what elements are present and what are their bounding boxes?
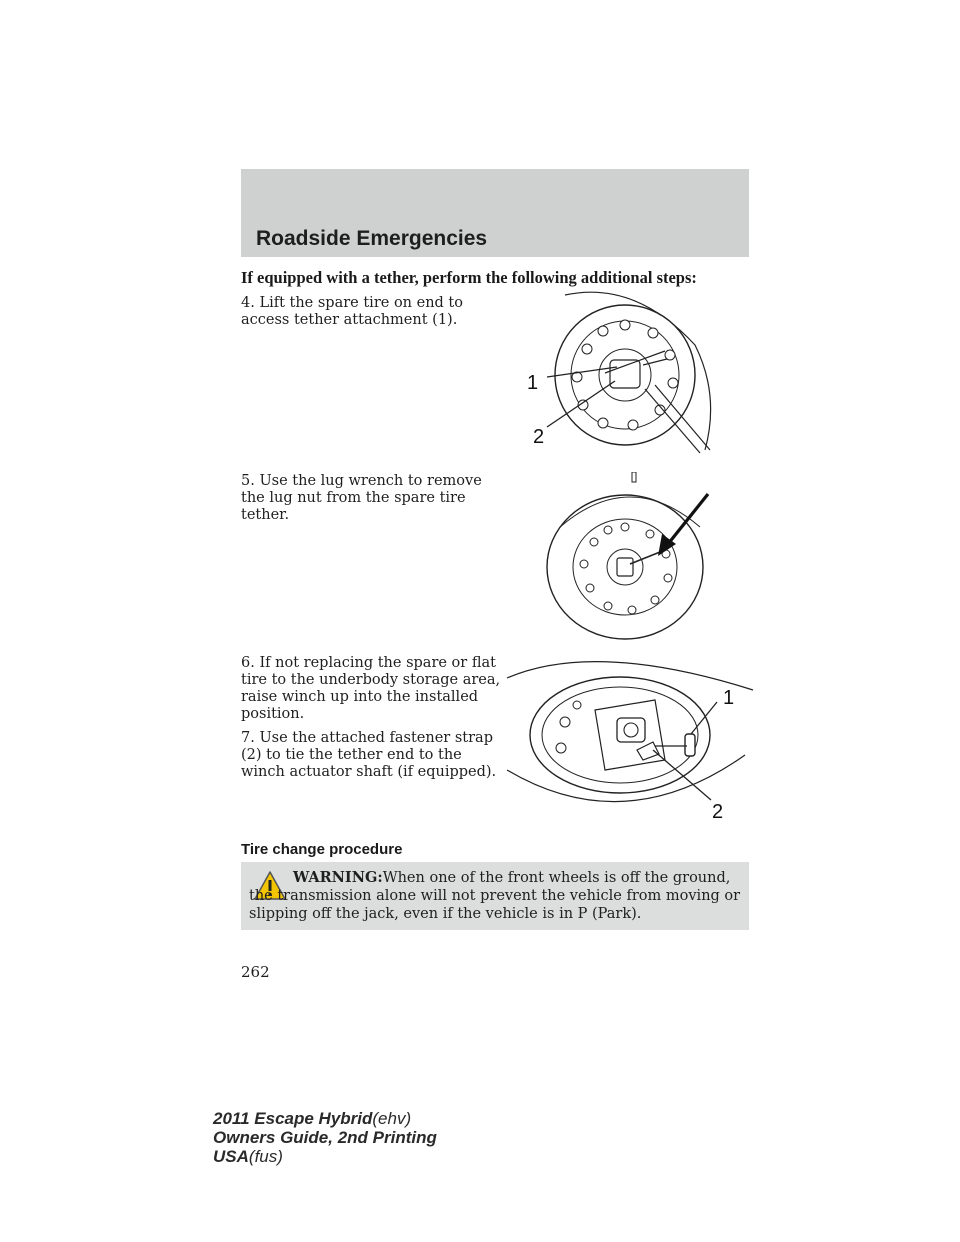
warning-label: WARNING:: [293, 869, 383, 886]
tire-change-procedure-heading: Tire change procedure: [241, 841, 403, 858]
warning-body: When one of the front wheels is off the ground, the transmission alone will not prevent the vehicle from moving or slipping off the jack, even if the vehicle is in P (Park).: [249, 870, 741, 922]
fig1-callout-1: 1: [527, 372, 539, 394]
section-header-bar: [241, 169, 749, 257]
page-number: 262: [241, 963, 270, 981]
fig1-callout-2: 2: [533, 426, 545, 448]
footer-model-code: (ehv): [372, 1109, 412, 1128]
footer-guide: Owners Guide, 2nd Printing: [213, 1128, 437, 1147]
footer-market: USA: [213, 1147, 249, 1166]
warning-text: [249, 869, 743, 923]
tether-attachment-illustration: [505, 285, 725, 455]
step-5-text: 5. Use the lug wrench to remove the lug nut from the spare tire tether.: [241, 473, 482, 523]
footer-model: 2011 Escape Hybrid: [213, 1109, 373, 1128]
step-4-text: 4. Lift the spare tire on end to access tether attachment (1).: [241, 295, 463, 328]
intro-text: If equipped with a tether, perform the following additional steps:: [241, 268, 697, 287]
footer-market-code: (fus): [248, 1147, 283, 1166]
lug-nut-removal-illustration: [540, 472, 720, 642]
step-7-text: 7. Use the attached fastener strap (2) to tie the tether end to the winch actuator shaft (if equipped).: [241, 730, 497, 780]
fig3-callout-2: 2: [712, 801, 724, 820]
document-footer: [213, 1109, 437, 1166]
section-header-title: Roadside Emergencies: [256, 227, 488, 250]
winch-fastener-strap-illustration: [505, 650, 755, 820]
warning-box: [241, 862, 749, 930]
fig3-callout-1: 1: [723, 687, 735, 709]
step-6-text: 6. If not replacing the spare or flat tire to the underbody storage area, raise winch up into the installed position.: [241, 655, 501, 722]
